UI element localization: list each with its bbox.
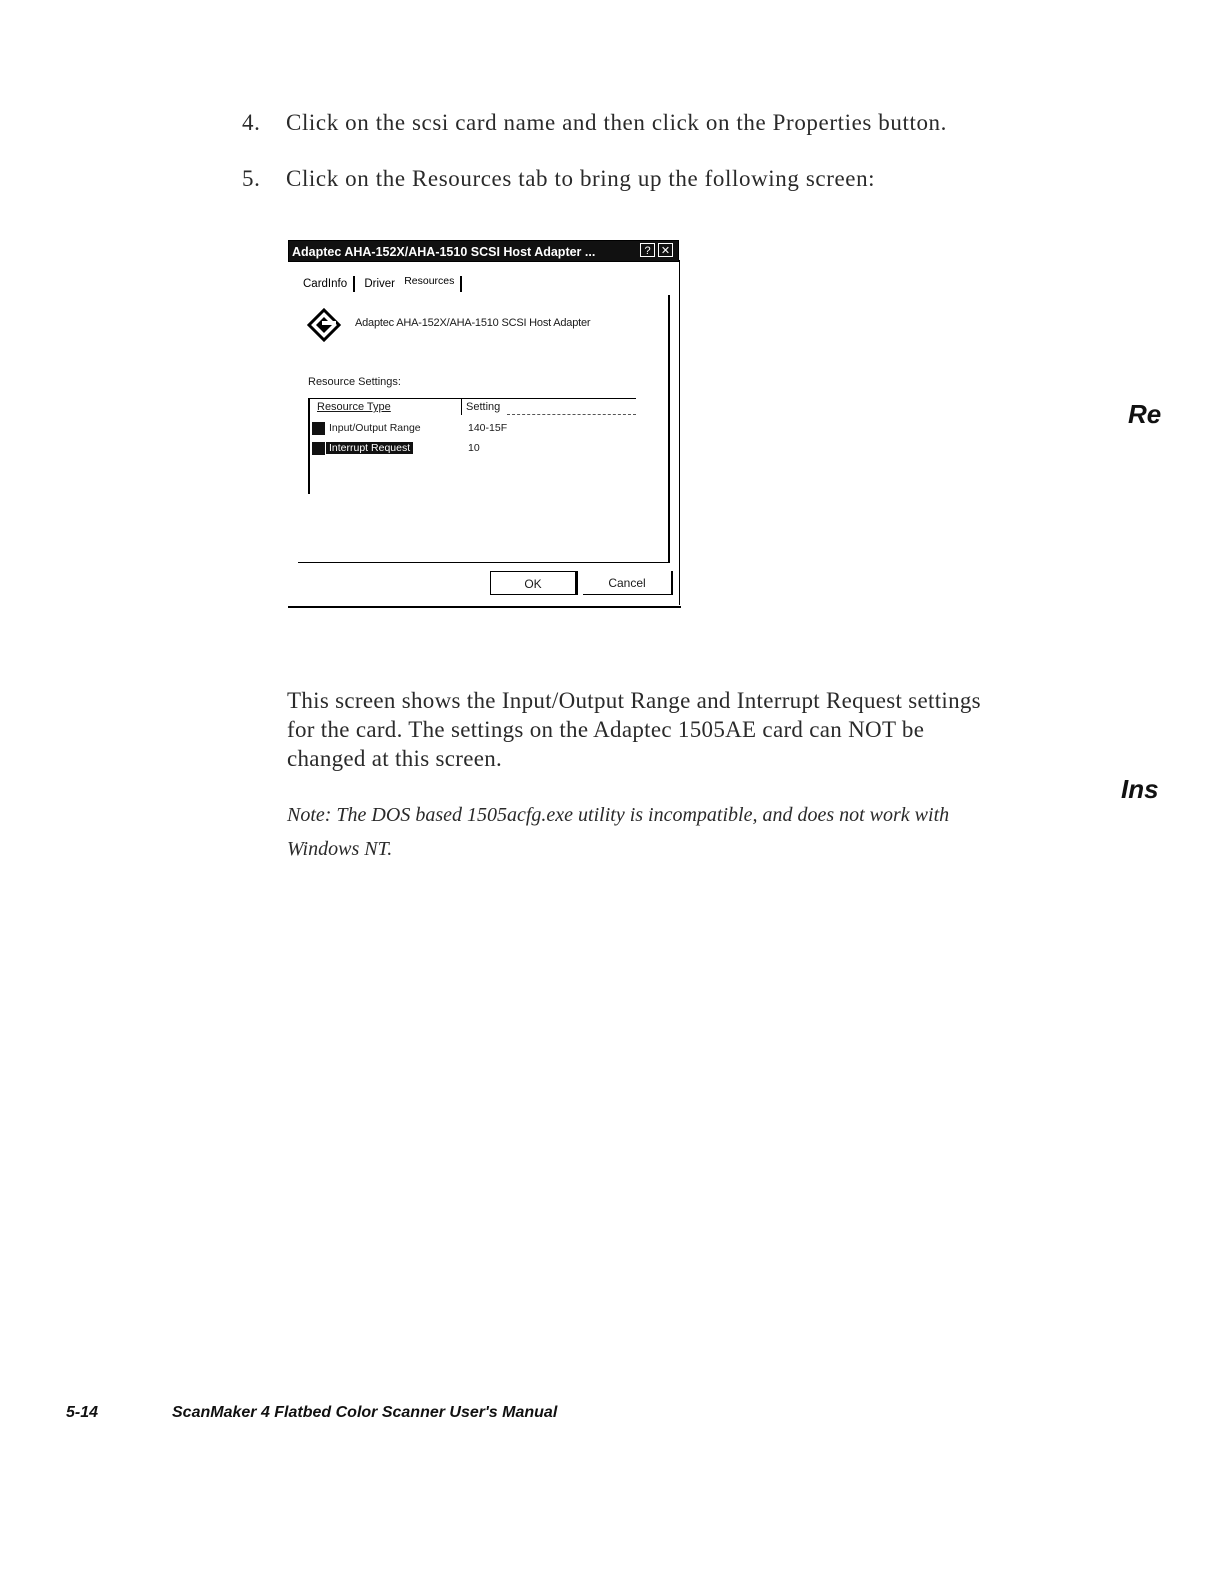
help-button[interactable]: ?: [640, 243, 655, 257]
tab-strip: [300, 276, 465, 292]
step-number: 5.: [242, 166, 261, 191]
column-header-setting[interactable]: Setting: [466, 401, 501, 413]
cropped-side-heading: Ins: [1121, 774, 1159, 804]
resource-setting: 140-15F: [468, 422, 508, 434]
chip-icon: [312, 442, 325, 455]
step-number: 4.: [242, 110, 261, 135]
column-divider: [461, 399, 462, 415]
list-header: [310, 398, 636, 416]
running-title: ScanMaker 4 Flatbed Color Scanner User's Manual: [172, 1404, 558, 1421]
tab-divider: [353, 276, 355, 292]
resource-setting: 10: [468, 442, 480, 454]
step-text: Click on the Resources tab to bring up the following screen:: [286, 166, 876, 191]
header-underline: [507, 414, 636, 416]
properties-dialog: [288, 240, 681, 608]
resource-list: [308, 398, 638, 494]
dialog-title: Adaptec AHA-152X/AHA-1510 SCSI Host Adapter ...: [292, 245, 596, 259]
body-paragraph: This screen shows the Input/Output Range and Interrupt Request settings for the card. The settings on the Adaptec 1505AE card can NOT be changed at this screen.: [287, 688, 981, 771]
tab-cardinfo[interactable]: CardInfo: [303, 278, 348, 291]
resource-settings-label: Resource Settings:: [308, 376, 401, 388]
dialog-title-bar[interactable]: [288, 240, 679, 262]
column-header-resource-type[interactable]: Resource Type: [317, 401, 391, 413]
step-text: Click on the scsi card name and then click on the Properties button.: [286, 110, 948, 135]
panel-border: [298, 562, 670, 563]
adapter-icon: [307, 308, 341, 342]
dialog-border: [679, 260, 680, 605]
tab-resources[interactable]: Resources: [404, 275, 455, 288]
cancel-button[interactable]: Cancel: [583, 571, 673, 595]
resource-type: Interrupt Request: [326, 442, 413, 454]
chip-icon: [312, 422, 325, 435]
cropped-side-heading: Re: [1128, 399, 1162, 429]
tab-divider: [460, 276, 462, 292]
page-number: 5-14: [66, 1404, 99, 1421]
resource-type: Input/Output Range: [329, 422, 421, 434]
close-button[interactable]: ✕: [658, 243, 673, 257]
adapter-name: Adaptec AHA-152X/AHA-1510 SCSI Host Adapter: [355, 317, 591, 329]
panel-border: [668, 295, 670, 563]
tab-driver[interactable]: Driver: [364, 278, 395, 291]
dialog-border: [288, 606, 681, 608]
note-paragraph: Note: The DOS based 1505acfg.exe utility is incompatible, and does not work with Windows NT.: [287, 804, 950, 860]
ok-button[interactable]: OK: [490, 571, 578, 595]
